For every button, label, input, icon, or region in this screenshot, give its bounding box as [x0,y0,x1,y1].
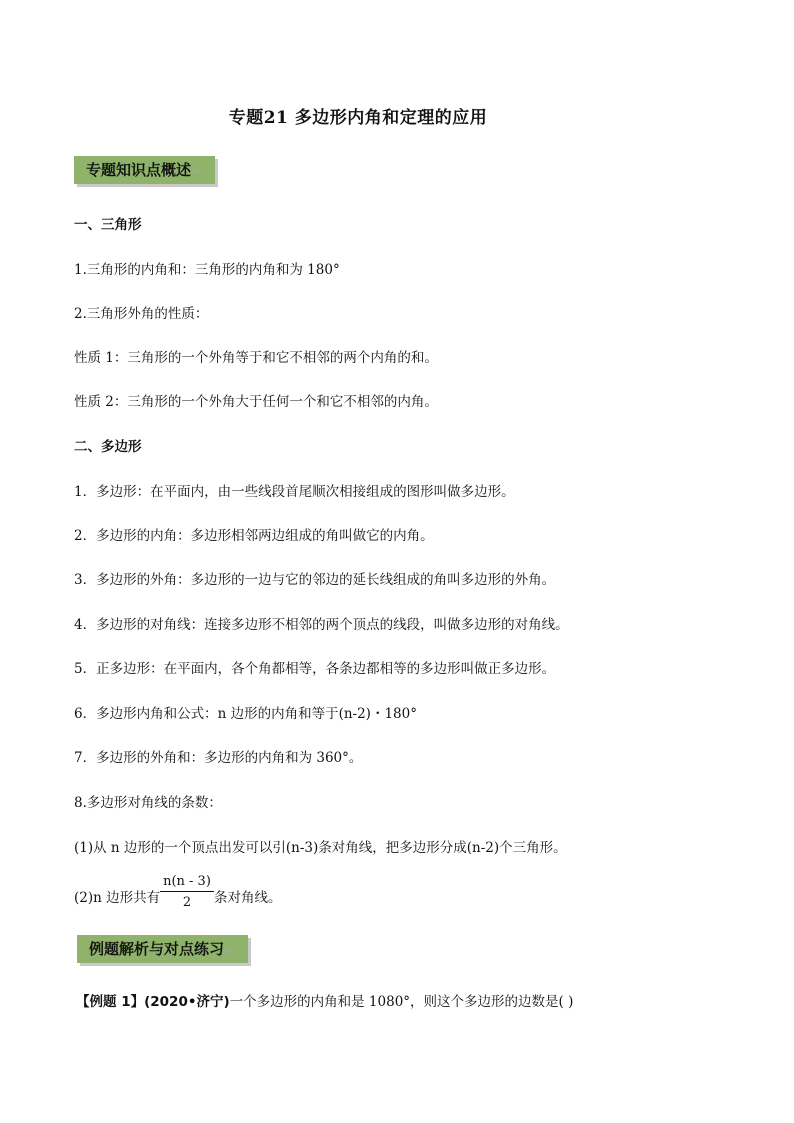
paragraph: 5．正多边形：在平面内，各个角都相等，各条边都相等的多边形叫做正多边形。 [74,661,556,677]
banner-label: 专题知识点概述 [86,161,192,179]
paragraph: 4．多边形的对角线：连接多边形不相邻的两个顶点的线段，叫做多边形的对角线。 [74,617,569,633]
paragraph: 3．多边形的外角：多边形的一边与它的邻边的延长线组成的角叫多边形的外角。 [74,572,556,588]
paragraph: 1．多边形：在平面内，由一些线段首尾顺次相接组成的图形叫做多边形。 [74,484,515,500]
section-heading-triangle: 一、三角形 [74,217,142,233]
paragraph: 6．多边形内角和公式：n 边形的内角和等于(n-2)・180° [74,706,417,722]
paragraph: 8.多边形对角线的条数： [74,795,222,811]
paragraph: 2．多边形的内角：多边形相邻两边组成的角叫做它的内角。 [74,528,434,544]
example-label: 【例题 1】(2020•济宁) [76,994,230,1010]
paragraph: 性质 2：三角形的一个外角大于任何一个和它不相邻的内角。 [74,394,438,410]
paragraph: (1)从 n 边形的一个顶点出发可以引(n-3)条对角线，把多边形分成(n-2)个三角形。 [74,840,567,856]
paragraph-prefix: (2)n 边形共有 [74,890,161,906]
section-banner-knowledge [74,156,215,184]
fraction-numerator: n(n - 3) [160,874,214,892]
example-1 [76,990,573,1010]
fraction [160,874,214,910]
fraction-denominator: 2 [182,895,192,910]
section-banner-examples [77,935,248,963]
paragraph: 7．多边形的外角和：多边形的内角和为 360°。 [74,750,363,766]
banner-label: 例题解析与对点练习 [89,940,225,958]
document-title: 专题21 多边形内角和定理的应用 [228,108,488,128]
paragraph: 2.三角形外角的性质： [74,306,209,322]
paragraph: 性质 1：三角形的一个外角等于和它不相邻的两个内角的和。 [74,350,438,366]
return-mark-icon: ↵ [192,165,202,178]
paragraph: 1.三角形的内角和：三角形的内角和为 180° [74,262,340,278]
example-text: 一个多边形的内角和是 1080°，则这个多边形的边数是( ) [229,994,574,1010]
return-mark-icon: ↵ [225,944,235,957]
paragraph-suffix: 条对角线。 [214,890,282,906]
section-heading-polygon: 二、多边形 [74,439,142,455]
